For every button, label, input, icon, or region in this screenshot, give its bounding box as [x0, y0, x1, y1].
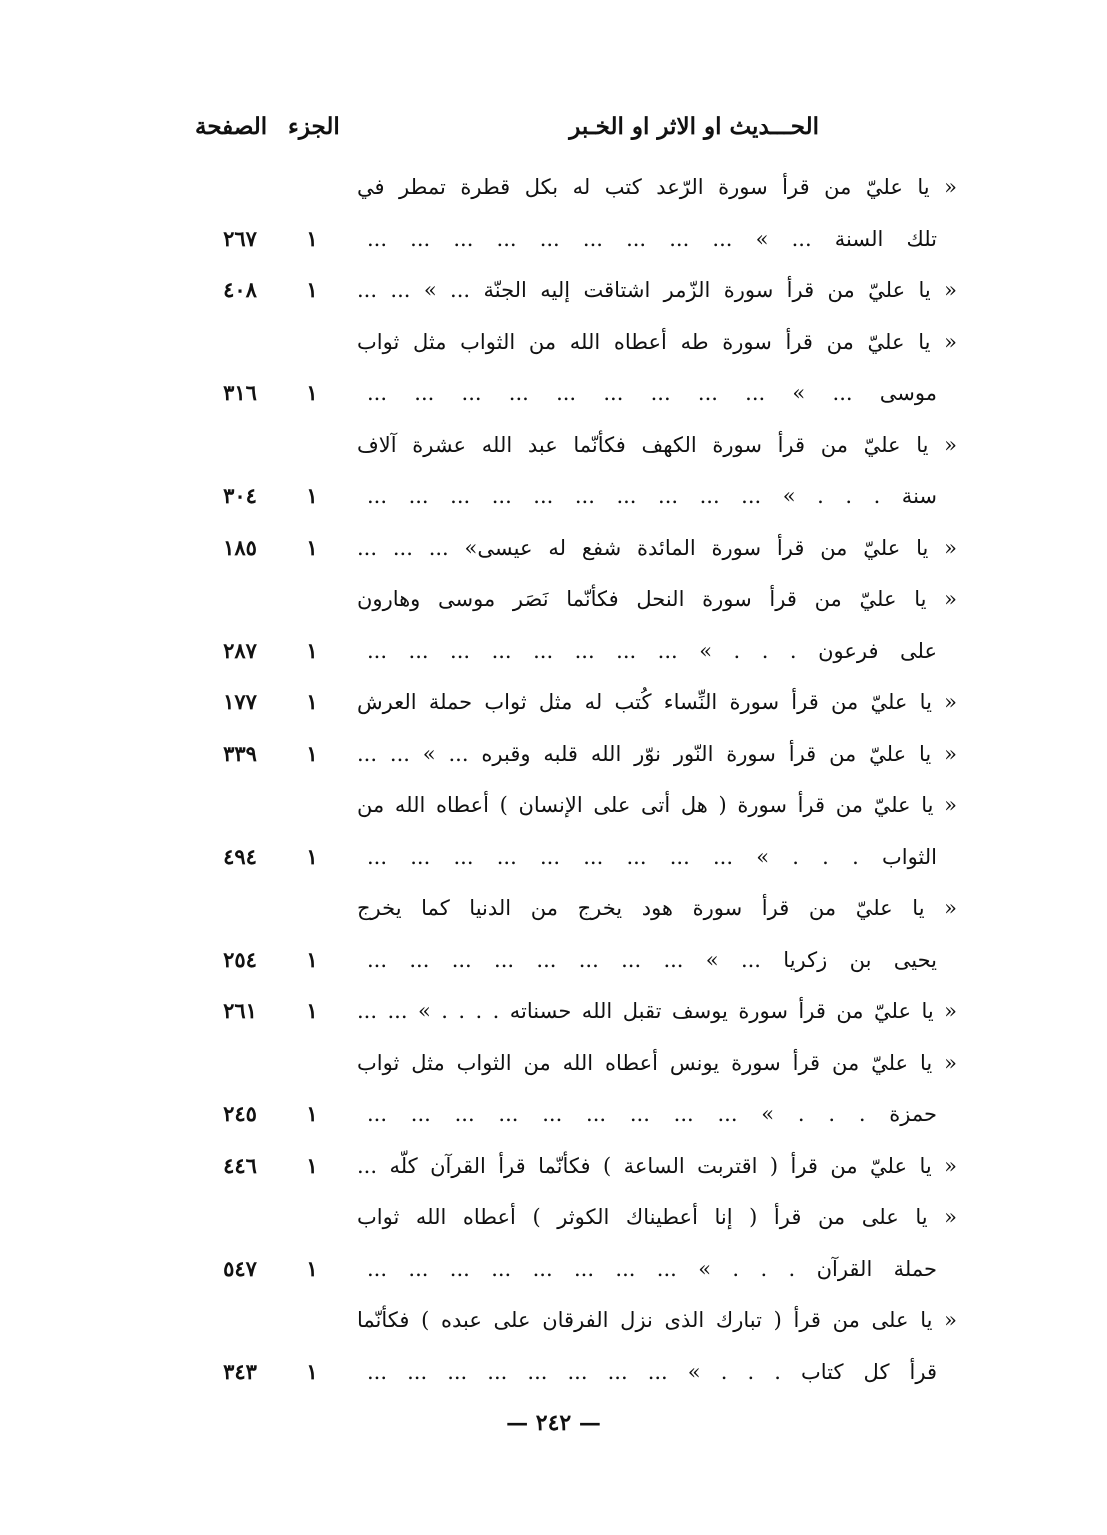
part-number: ١: [306, 483, 318, 508]
page-reference: ٢٦١: [223, 998, 257, 1023]
index-row: [0, 682, 1107, 722]
index-row: [0, 579, 1107, 619]
index-row: [0, 425, 1107, 465]
column-header-page: الصفحة: [195, 113, 268, 140]
hadith-text: حملة القرآن . . . » ... ... ... ... ... ... ... ...: [367, 1256, 937, 1281]
part-number: ١: [306, 1358, 318, 1384]
page-reference: ٢٤٥: [223, 1101, 257, 1126]
hadith-text: « يا عليّ من قرأ سورة الزّمر اشتاقت إليه الجنّة ... » ... ...: [357, 278, 957, 302]
hadith-text: « يا عليّ من قرأ سورة يوسف تقبل الله حسناته . . . . » ... ...: [357, 999, 957, 1023]
part-number: ١: [306, 689, 318, 714]
hadith-text: سنة . . . » ... ... ... ... ... ... ... ... ... ...: [367, 484, 937, 508]
index-row: [0, 837, 1107, 877]
hadith-text: « يا عليّ من قرأ سورة طه أعطاه الله من الثواب مثل ثواب: [357, 329, 957, 354]
hadith-text: « يا عليّ من قرأ ( اقتربت الساعة ) فكأنّما قرأ القرآن كلّه ...: [357, 1153, 957, 1178]
part-number: ١: [306, 843, 318, 869]
index-row: [0, 1094, 1107, 1134]
hadith-text: « يا على من قرأ ( تبارك الذى نزل الفرقان على عبده ) فكأنّما: [357, 1308, 957, 1332]
page-reference: ٢٦٧: [223, 225, 257, 251]
page-reference: ٢٥٤: [223, 946, 257, 972]
hadith-text: « يا عليّ من قرأ سورة يونس أعطاه الله من الثواب مثل ثواب: [357, 1050, 957, 1075]
page-number: — ٢٤٢ —: [506, 1410, 601, 1436]
hadith-text: موسى ... » ... ... ... ... ... ... ... ... ...: [367, 381, 937, 405]
index-row: [0, 219, 1107, 259]
table-header: [0, 113, 1107, 149]
page-reference: ٣١٦: [223, 380, 257, 405]
page-reference: ٤٤٦: [223, 1152, 257, 1178]
index-row: [0, 476, 1107, 516]
page-reference: ٤٩٤: [223, 843, 257, 869]
hadith-text: على فرعون . . . » ... ... ... ... ... ... ... ...: [367, 638, 937, 663]
part-number: ١: [306, 1255, 318, 1281]
page-reference: ١٧٧: [223, 689, 257, 714]
index-row: [0, 888, 1107, 928]
hadith-text: « يا عليّ من قرأ سورة المائدة شفع له عيسى» ... ... ...: [357, 535, 957, 560]
index-row: [0, 734, 1107, 774]
page-reference: ٤٠٨: [223, 277, 257, 302]
hadith-text: « يا عليّ من قرأ سورة الرّعد كتب له بكل قطرة تمطر في: [357, 175, 957, 199]
hadith-text: تلك السنة ... » ... ... ... ... ... ... ... ... ...: [367, 226, 937, 251]
column-header-part: الجزء: [288, 113, 340, 140]
hadith-text: « يا على من قرأ ( إنا أعطيناك الكوثر ) أعطاه الله ثواب: [357, 1205, 957, 1229]
index-row: [0, 1146, 1107, 1186]
index-row: [0, 1300, 1107, 1340]
part-number: ١: [306, 637, 318, 663]
hadith-text: يحيى بن زكريا ... » ... ... ... ... ... ... ... ...: [367, 947, 937, 972]
index-row: [0, 631, 1107, 671]
page-reference: ٣٠٤: [223, 483, 257, 508]
page-reference: ٥٤٧: [223, 1255, 257, 1281]
part-number: ١: [306, 1101, 318, 1126]
hadith-text: الثواب . . . » ... ... ... ... ... ... ... ... ...: [367, 844, 937, 869]
hadith-text: « يا عليّ من قرأ سورة النِّساء كُتب له مثل ثواب حملة العرش: [357, 690, 957, 714]
hadith-text: قرأ كل كتاب . . . » ... ... ... ... ... ... ... ...: [367, 1359, 937, 1384]
index-row: [0, 785, 1107, 825]
page-reference: ٢٨٧: [223, 637, 257, 663]
part-number: ١: [306, 740, 318, 766]
hadith-text: « يا عليّ من قرأ سورة ( هل أتى على الإنسان ) أعطاه الله من: [357, 793, 957, 817]
index-row: [0, 991, 1107, 1031]
part-number: ١: [306, 998, 318, 1023]
index-row: [0, 322, 1107, 362]
page-reference: ٣٣٩: [223, 740, 257, 766]
hadith-text: « يا عليّ من قرأ سورة النحل فكأنّما نَصَر موسى وهارون: [357, 587, 957, 611]
hadith-text: حمزة . . . » ... ... ... ... ... ... ... ... ...: [367, 1102, 937, 1126]
index-row: [0, 940, 1107, 980]
index-row: [0, 167, 1107, 207]
index-row: [0, 1352, 1107, 1392]
part-number: ١: [306, 1152, 318, 1178]
index-row: [0, 1197, 1107, 1237]
hadith-text: « يا عليّ من قرأ سورة الكهف فكأنّما عبد الله عشرة آلاف: [357, 432, 957, 457]
hadith-text: « يا عليّ من قرأ سورة النّور نوّر الله قلبه وقبره ... » ... ...: [357, 741, 957, 766]
part-number: ١: [306, 277, 318, 302]
index-row: [0, 528, 1107, 568]
index-row: [0, 1043, 1107, 1083]
part-number: ١: [306, 534, 318, 560]
page-reference: ٣٤٣: [223, 1358, 257, 1384]
part-number: ١: [306, 225, 318, 251]
part-number: ١: [306, 946, 318, 972]
part-number: ١: [306, 380, 318, 405]
page-reference: ١٨٥: [223, 534, 257, 560]
hadith-text: « يا عليّ من قرأ سورة هود يخرج من الدنيا كما يخرج: [357, 896, 957, 920]
index-row: [0, 270, 1107, 310]
index-row: [0, 1249, 1107, 1289]
column-header-hadith: الحـــديث او الاثر او الخـبر: [569, 113, 819, 140]
index-row: [0, 373, 1107, 413]
